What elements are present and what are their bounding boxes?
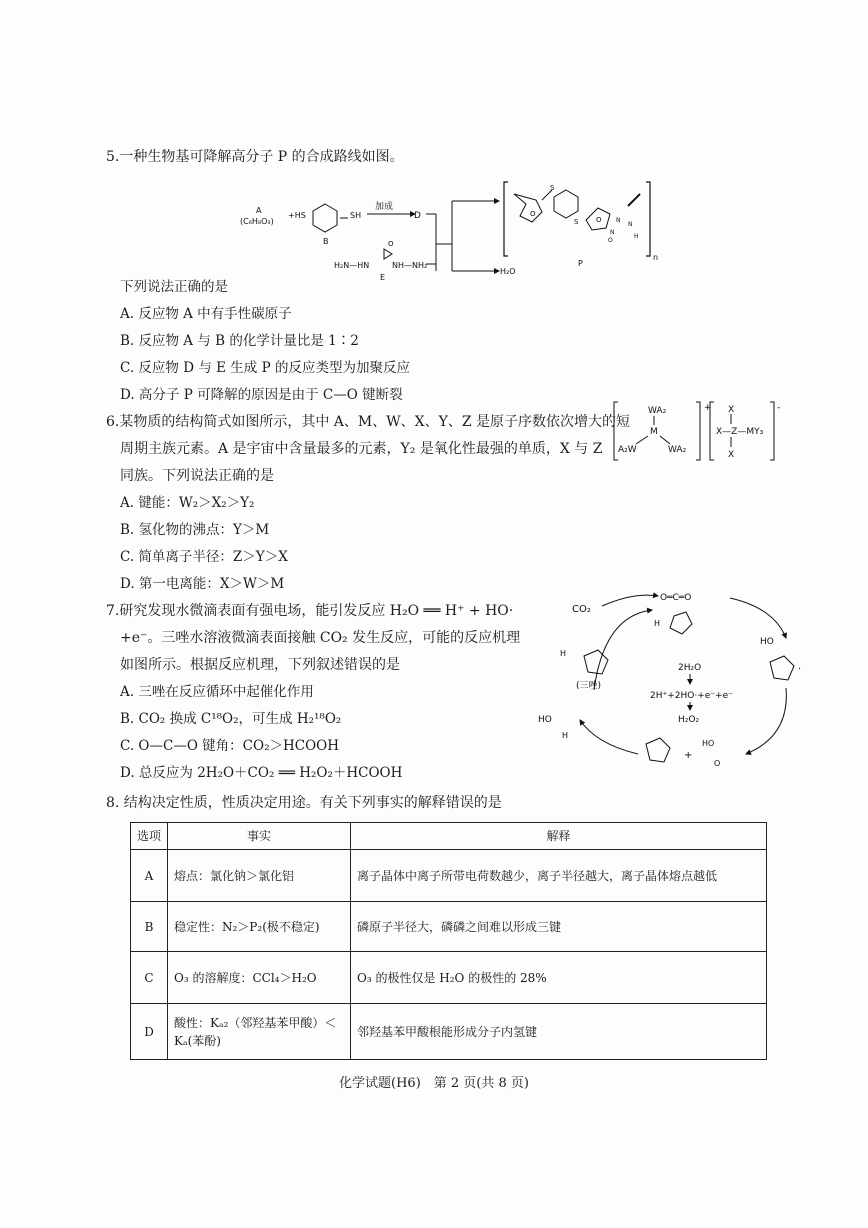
e-label: E	[380, 273, 386, 282]
radical-dot: ·	[798, 664, 802, 675]
triazole-name: (三唑)	[576, 681, 602, 691]
row-label: A	[131, 850, 168, 902]
svg-text:N: N	[610, 229, 615, 236]
q7-option-a: A. 三唑在反应循环中起催化作用	[120, 684, 314, 700]
a-label: A	[256, 206, 262, 215]
q6-line-3: 同族。下列说法正确的是	[120, 468, 274, 484]
ho-bottom: HO	[702, 739, 715, 748]
row-fact: 酸性：Kₐ₂（邻羟基苯甲酸）＜ Kₐ(苯酚)	[168, 1004, 351, 1060]
cation-charge: +	[704, 403, 712, 413]
row-explain: O₃ 的极性仅是 H₂O 的极性的 28%	[351, 952, 767, 1004]
header-option: 选项	[131, 823, 168, 850]
q7-option-d: D. 总反应为 2H₂O＋CO₂ ══ H₂O₂＋HCOOH	[120, 765, 403, 781]
page-footer: 化学试题(H6) 第 2 页(共 8 页)	[339, 1076, 529, 1091]
header-explain: 解释	[351, 823, 767, 850]
q7-line-3: 如图所示。根据反应机理，下列叙述错误的是	[120, 657, 400, 673]
svg-text:H: H	[634, 233, 639, 240]
row-explain: 磷原子半径大，磷磷之间难以形成三键	[351, 902, 767, 952]
svg-text:O: O	[608, 237, 613, 244]
h-left: H	[560, 649, 567, 658]
svg-text:O: O	[596, 216, 602, 224]
p-label: P	[578, 259, 583, 268]
q5-option-a: A. 反应物 A 中有手性碳原子	[120, 306, 292, 322]
h-top: H	[654, 619, 661, 628]
oco-bound: O═C═O	[660, 593, 692, 603]
q5-prompt: 下列说法正确的是	[120, 279, 228, 295]
co2-reactant: CO₂	[572, 604, 591, 615]
o-bottom: O	[714, 759, 721, 768]
q5-synthesis-scheme	[230, 176, 700, 284]
q8-table	[130, 822, 767, 1060]
anion-mid: X—Z—MY₃	[716, 427, 764, 437]
q6-structure	[612, 400, 788, 466]
q6-option-b: B. 氢化物的沸点：Y＞M	[120, 522, 270, 538]
q8-stem: 8. 结构决定性质，性质决定用途。有关下列事实的解释错误的是	[106, 795, 502, 811]
h2o2-product: H₂O₂	[678, 715, 700, 725]
row-fact: 熔点：氯化钠＞氯化铝	[168, 850, 351, 902]
row-explain: 邻羟基苯甲酸根能形成分子内氢键	[351, 1004, 767, 1060]
q7-line-1: 7.研究发现水微滴表面有强电场，能引发反应 H₂O ══ H⁺ + HO·	[106, 603, 514, 619]
b-prefix: +HS	[288, 211, 306, 220]
table-row	[131, 1004, 767, 1060]
q6-line-2: 周期主族元素。A 是宇宙中含量最多的元素，Y₂ 是氧化性最强的单质，X 与 Z	[120, 441, 603, 457]
row-label: D	[131, 1004, 168, 1060]
water-product: H₂O	[500, 267, 516, 276]
q7-option-b: B. CO₂ 换成 C¹⁸O₂，可生成 H₂¹⁸O₂	[120, 711, 342, 727]
row-explain: 离子晶体中离子所带电荷数越少，离子半径越大，离子晶体熔点越低	[351, 850, 767, 902]
q6-option-c: C. 简单离子半径：Z＞Y＞X	[120, 549, 288, 565]
cation-mid: M	[650, 427, 658, 437]
table-row	[131, 952, 767, 1004]
q7-mechanism-cycle	[534, 586, 834, 780]
row-fact: 稳定性：N₂＞P₂(极不稳定)	[168, 902, 351, 952]
row-fact: O₃ 的溶解度：CCl₄＞H₂O	[168, 952, 351, 1004]
triazole-ring-left	[584, 650, 608, 674]
table-row	[131, 850, 767, 902]
cation-right: WA₂	[668, 445, 687, 455]
q7-line-2: +e⁻。三唑水溶液微滴表面接触 CO₂ 发生反应，可能的反应机理	[120, 630, 521, 646]
e-left: H₂N—HN	[334, 261, 370, 270]
anion-charge: -	[777, 403, 781, 413]
triazole-ring-bottom	[646, 738, 670, 762]
svg-text:S: S	[574, 218, 579, 226]
q7-option-c: C. O—C—O 键角：CO₂＞HCOOH	[120, 738, 340, 754]
q5-stem: 5.一种生物基可降解高分子 P 的合成路线如图。	[106, 149, 404, 165]
cation-top: WA₂	[648, 406, 667, 416]
svg-text:N: N	[628, 221, 633, 228]
q5-option-b: B. 反应物 A 与 B 的化学计量比是 1∶2	[120, 333, 359, 349]
q6-line-1: 6.某物质的结构简式如图所示，其中 A、M、W、X、Y、Z 是原子序数依次增大的短	[106, 414, 631, 430]
svg-text:N: N	[616, 217, 621, 224]
svg-text:S: S	[550, 184, 555, 192]
anion-bottom: X	[728, 450, 735, 460]
polymer-n: n	[653, 253, 659, 262]
d-label: D	[414, 211, 421, 221]
table-header-row	[131, 823, 767, 850]
h-formic: H	[562, 731, 569, 740]
header-fact: 事实	[168, 823, 351, 850]
center-species: 2H⁺+2HO·+e⁻+e⁻	[650, 691, 733, 701]
a-formula: (C₆H₈O₃)	[240, 217, 274, 226]
q6-option-a: A. 键能：W₂＞X₂＞Y₂	[120, 495, 255, 511]
e-oxygen: O	[388, 240, 394, 248]
q5-option-d: D. 高分子 P 可降解的原因是由于 C—O 键断裂	[120, 387, 403, 403]
h2o-reactant: 2H₂O	[678, 663, 702, 673]
cation-left: A₂W	[618, 445, 637, 455]
b-suffix: SH	[350, 211, 362, 220]
b-label: B	[323, 237, 329, 246]
arrow-label: 加成	[375, 202, 394, 212]
svg-text:O: O	[530, 210, 536, 218]
triazole-ring-right	[770, 656, 794, 680]
row-label: C	[131, 952, 168, 1004]
ho-right: HO	[760, 637, 774, 647]
triazole-ring-top	[670, 612, 692, 634]
q6-option-d: D. 第一电离能：X＞W＞M	[120, 576, 285, 592]
q5-option-c: C. 反应物 D 与 E 生成 P 的反应类型为加聚反应	[120, 360, 410, 376]
ho-formic: HO	[538, 715, 552, 725]
row-label: B	[131, 902, 168, 952]
benzene-ring-b	[313, 204, 337, 232]
table-row	[131, 902, 767, 952]
e-right: NH—NH₂	[392, 261, 428, 270]
anion-top: X	[728, 405, 735, 415]
plus-sign: +	[684, 750, 693, 761]
